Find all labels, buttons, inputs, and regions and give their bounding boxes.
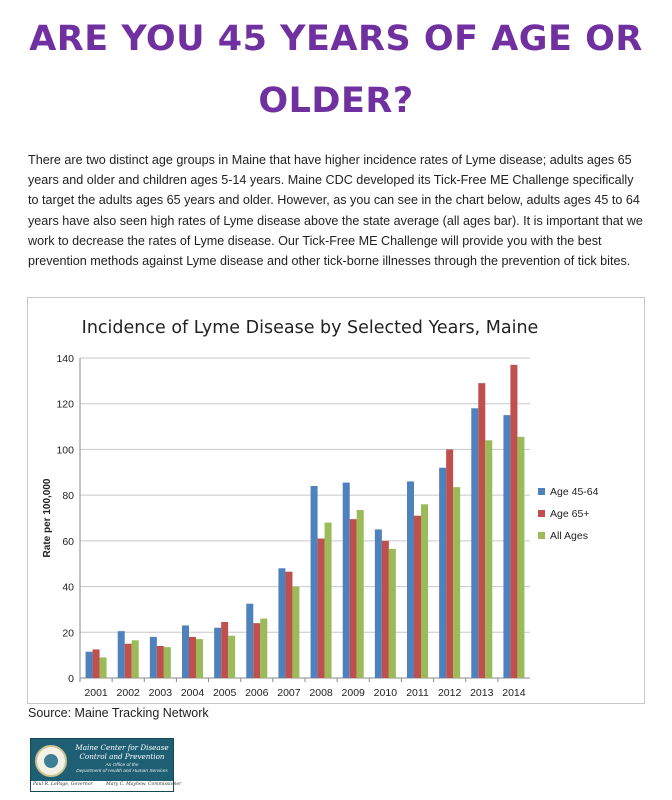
bar-2014-0 — [503, 415, 510, 678]
y-tick-label: 40 — [62, 581, 74, 594]
bar-2011-2 — [421, 504, 428, 678]
legend-swatch-0 — [538, 488, 545, 495]
bar-2006-0 — [246, 604, 253, 678]
bar-2012-0 — [439, 468, 446, 678]
bar-2006-2 — [260, 619, 267, 678]
bar-2009-2 — [357, 510, 364, 678]
bar-2001-2 — [100, 657, 107, 678]
bar-2010-2 — [389, 549, 396, 678]
legend-label-0: Age 45-64 — [550, 486, 599, 498]
bar-2006-1 — [253, 623, 260, 678]
logo-subtitle-line-1: An Office of the — [105, 763, 139, 768]
legend-label-2: All Ages — [550, 530, 588, 542]
chart-title: Incidence of Lyme Disease by Selected Years, Maine — [81, 318, 539, 338]
bar-2004-1 — [189, 637, 196, 678]
state-seal-icon — [35, 745, 67, 777]
bar-2012-1 — [446, 449, 453, 678]
bar-2004-2 — [196, 639, 203, 678]
legend-label-1: Age 65+ — [550, 508, 590, 520]
intro-paragraph: There are two distinct age groups in Maine that have higher incidence rates of Lyme disease; adults ages 65 years and older and children ages 5-14 years. Maine CDC developed its Tick-Free ME Challenge specifically to target the adults ages 65 years and older. However, as you can see in the chart below, adults ages 45 to 64 years have also seen high rates of Lyme disease above the state average (all ages bar). It is important that we work to decrease the rates of Lyme disease. Our Tick-Free ME Challenge will provide you with the best prevention methods against Lyme disease and other tick-borne illnesses through the prevention of tick bites. — [28, 153, 643, 269]
y-tick-label: 100 — [56, 444, 74, 457]
bar-2003-1 — [157, 646, 164, 678]
bar-2008-2 — [325, 523, 332, 678]
x-tick-label: 2006 — [245, 687, 269, 699]
y-tick-label: 140 — [56, 353, 74, 365]
bar-2003-0 — [150, 637, 157, 678]
bar-2007-1 — [285, 572, 292, 678]
x-tick-label: 2003 — [148, 687, 173, 699]
x-tick-label: 2001 — [84, 687, 108, 699]
x-tick-label: 2014 — [502, 687, 526, 699]
bar-2013-1 — [478, 383, 485, 678]
logo-footer — [31, 781, 182, 791]
bar-2002-0 — [118, 631, 125, 678]
page-headline — [0, 8, 672, 132]
lyme-chart — [27, 297, 645, 704]
bar-2012-2 — [453, 487, 460, 678]
bar-2008-0 — [311, 486, 318, 678]
bar-2002-2 — [132, 640, 139, 678]
x-tick-label: 2007 — [277, 687, 301, 699]
bar-2011-1 — [414, 516, 421, 678]
bar-2010-0 — [375, 529, 382, 678]
x-tick-label: 2010 — [373, 687, 398, 699]
logo-governor: Paul R. LePage, Governor — [33, 782, 93, 787]
bar-2001-1 — [93, 649, 100, 678]
bar-2003-2 — [164, 647, 171, 678]
bar-2010-1 — [382, 541, 389, 678]
bar-2005-0 — [214, 628, 221, 678]
bar-2001-0 — [86, 652, 93, 678]
legend-swatch-2 — [538, 532, 545, 539]
x-tick-label: 2005 — [212, 687, 237, 699]
bar-2005-1 — [221, 622, 228, 678]
x-tick-label: 2012 — [437, 687, 462, 699]
logo-org-name: Maine Center for Disease Control and Prevention — [75, 743, 169, 761]
x-tick-label: 2004 — [180, 687, 205, 699]
bar-2004-0 — [182, 625, 189, 678]
bar-2013-0 — [471, 408, 478, 678]
bar-2009-0 — [343, 483, 350, 678]
x-tick-label: 2013 — [470, 687, 494, 699]
bar-2005-2 — [228, 636, 235, 678]
logo-subtitle — [73, 763, 171, 774]
legend-swatch-1 — [538, 510, 545, 517]
logo-subtitle-line-2: Department of Health and Human Services — [76, 768, 168, 774]
headline-line-2: OLDER? — [258, 81, 414, 121]
maine-cdc-logo — [30, 738, 182, 792]
bar-2011-0 — [407, 481, 414, 678]
x-tick-label: 2002 — [116, 687, 140, 699]
y-tick-label: 20 — [62, 627, 74, 640]
bar-2002-1 — [125, 644, 132, 678]
bar-2007-0 — [278, 568, 285, 678]
bar-2014-2 — [517, 437, 524, 678]
bar-2009-1 — [350, 519, 357, 678]
bar-2013-2 — [485, 440, 492, 678]
headline-line-1: ARE YOU 45 YEARS OF AGE OR — [29, 19, 643, 59]
y-tick-label: 80 — [62, 490, 74, 503]
chart-svg — [28, 298, 644, 703]
bar-2014-1 — [510, 365, 517, 678]
logo-commissioner: Mary C. Mayhew, Commissioner — [106, 782, 182, 787]
x-tick-label: 2009 — [341, 687, 365, 699]
y-tick-label: 0 — [68, 673, 74, 685]
y-tick-label: 60 — [62, 535, 74, 548]
bar-2007-2 — [292, 587, 299, 678]
x-tick-label: 2011 — [406, 687, 429, 699]
y-tick-label: 120 — [56, 398, 74, 411]
y-axis-title: Rate per 100,000 — [42, 478, 53, 558]
x-tick-label: 2008 — [309, 687, 333, 699]
source-note: Source: Maine Tracking Network — [28, 706, 209, 720]
bar-2008-1 — [318, 539, 325, 678]
